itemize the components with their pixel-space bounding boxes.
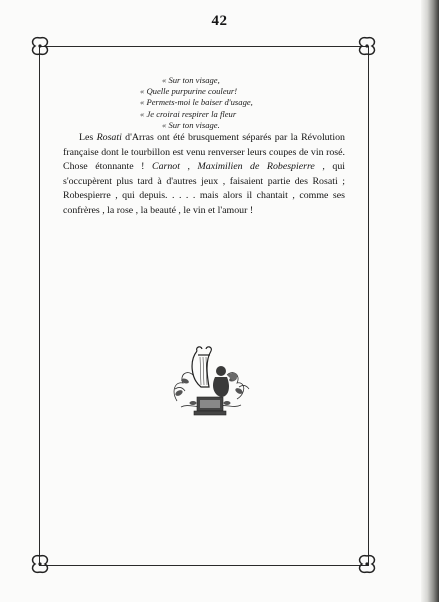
poem-line: « Je croirai respirer la fleur	[140, 108, 237, 119]
corner-ornament-top-right-icon	[356, 35, 378, 57]
page-number: 42	[211, 13, 228, 29]
page-edge-shadow	[421, 0, 439, 602]
body-paragraph	[63, 131, 345, 219]
text-run-italic: Maximilien de Robespierre	[197, 161, 315, 173]
corner-ornament-top-left-icon	[29, 35, 51, 57]
poem-line: « Sur ton visage,	[162, 75, 220, 85]
poem-stanza	[140, 75, 253, 131]
text-run-italic: Carnot	[151, 161, 180, 173]
text-run: Les	[79, 132, 97, 143]
text-run: , qui s'occupèrent plus tard à d'autres jeux , faisaient partie des Rosati ; Robespierre , qui depuis. . . . . mais alors il chantait , comme ses confrères , la rose , la beauté , le vin et l'amour !	[63, 161, 345, 216]
text-run-italic: Rosati	[96, 132, 122, 143]
poem-line: « Permets-moi le baiser d'usage,	[140, 97, 253, 108]
corner-ornament-bottom-right-icon	[356, 553, 378, 575]
corner-ornament-bottom-left-icon	[29, 553, 51, 575]
text-run: ,	[179, 161, 198, 173]
poem-line: « Quelle purpurine couleur!	[140, 86, 238, 97]
lyre-cherub-vignette-icon	[167, 341, 253, 423]
poem-line: « Sur ton visage.	[162, 119, 220, 130]
text-run: d'Arras ont été brusquement séparés par la Révolution française dont le tourbillon est venu renverser leurs coupes de vin rosé. Chose étonnante !	[63, 132, 345, 173]
